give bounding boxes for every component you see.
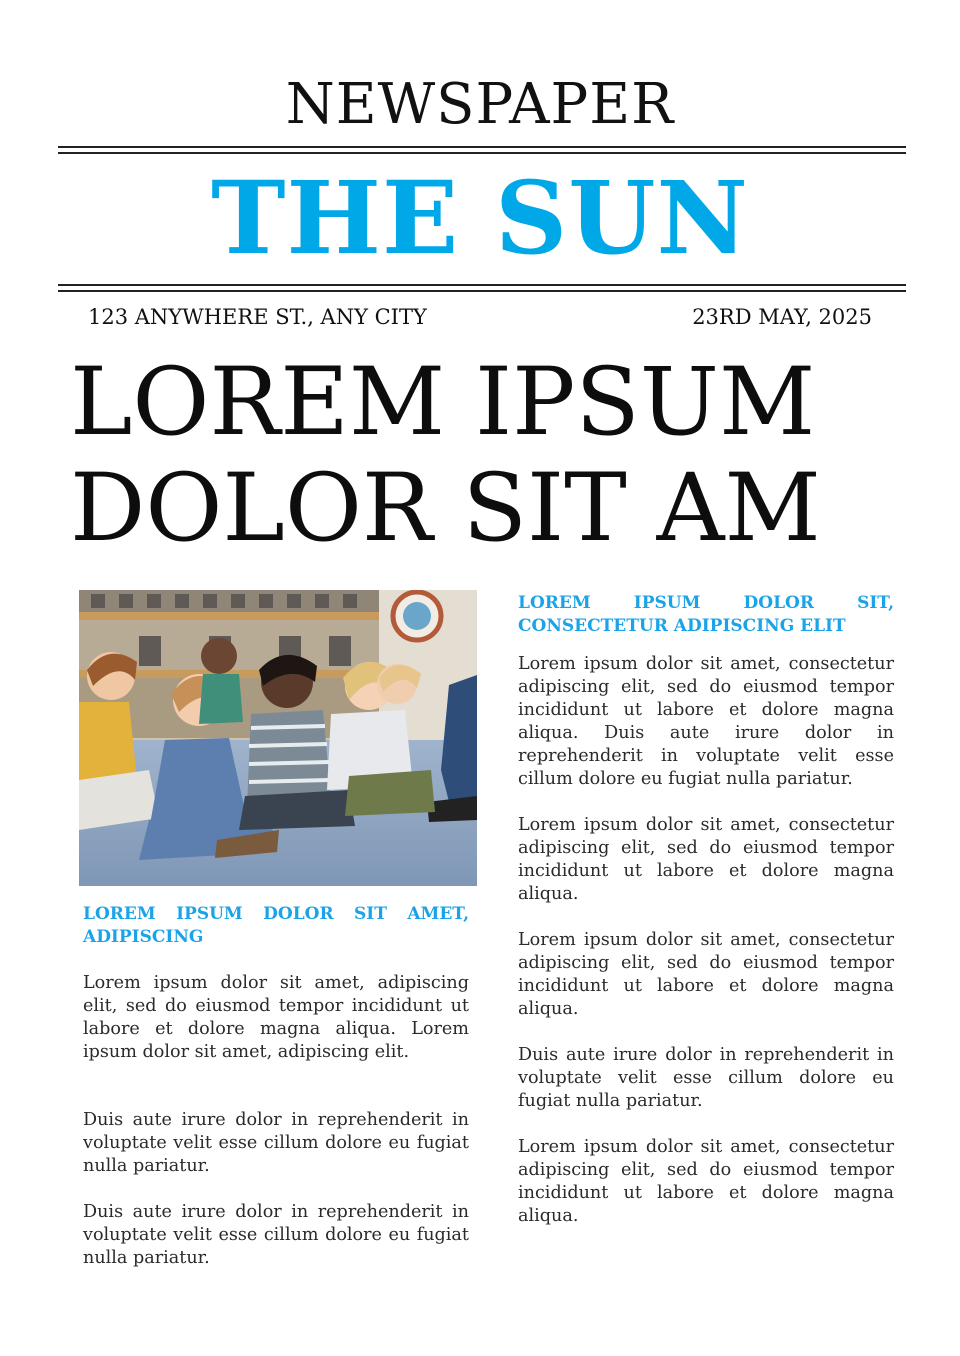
right-article-paragraph: Lorem ipsum dolor sit amet, consectetur adipiscing elit, sed do eiusmod tempor incididunt ut labore et dolore magna aliqua. Duis aute irure dolor in reprehenderit in voluptate velit esse cillum dolore eu fugiat nulla pariatur. xyxy=(518,654,894,789)
right-article xyxy=(518,592,894,1228)
left-article-paragraph: Duis aute irure dolor in reprehenderit in voluptate velit esse cillum dolore eu fugiat nulla pariatur. xyxy=(83,1202,469,1268)
right-article-paragraph: Duis aute irure dolor in reprehenderit in voluptate velit esse cillum dolore eu fugiat nulla pariatur. xyxy=(518,1045,894,1111)
left-article-paragraph: Lorem ipsum dolor sit amet, adipiscing elit, sed do eiusmod tempor incididunt ut labore et dolore magna aliqua. Lorem ipsum dolor sit amet, adipiscing elit. xyxy=(83,973,469,1062)
newspaper-title: THE SUN xyxy=(211,159,749,277)
masthead-rule-top-2 xyxy=(58,152,906,154)
masthead-rule-bottom-1 xyxy=(58,284,906,286)
headline-line-2: DOLOR SIT AM xyxy=(70,454,821,563)
left-article xyxy=(83,903,469,1270)
address-line: 123 ANYWHERE ST., ANY CITY xyxy=(88,305,427,329)
masthead-rule-top-1 xyxy=(58,146,906,148)
left-article-subhead: LOREM IPSUM DOLOR SIT AMET, ADIPISCING xyxy=(83,904,469,947)
right-article-paragraph: Lorem ipsum dolor sit amet, consectetur adipiscing elit, sed do eiusmod tempor incididunt ut labore et dolore magna aliqua. xyxy=(518,930,894,1019)
right-article-subhead: LOREM IPSUM DOLOR SIT, CONSECTETUR ADIPISCING ELIT xyxy=(518,593,894,636)
left-article-paragraph: Duis aute irure dolor in reprehenderit in voluptate velit esse cillum dolore eu fugiat nulla pariatur. xyxy=(83,1110,469,1176)
main-headline xyxy=(70,350,930,562)
classroom-photo xyxy=(79,590,477,886)
newspaper-kicker: NEWSPAPER xyxy=(285,72,675,137)
masthead-rule-bottom-2 xyxy=(58,290,906,292)
right-article-paragraph: Lorem ipsum dolor sit amet, consectetur adipiscing elit, sed do eiusmod tempor incididunt ut labore et dolore magna aliqua. xyxy=(518,1137,894,1226)
issue-date: 23RD MAY, 2025 xyxy=(692,305,872,329)
right-article-paragraph: Lorem ipsum dolor sit amet, consectetur adipiscing elit, sed do eiusmod tempor incididunt ut labore et dolore magna aliqua. xyxy=(518,815,894,904)
headline-line-1: LOREM IPSUM xyxy=(70,348,816,457)
